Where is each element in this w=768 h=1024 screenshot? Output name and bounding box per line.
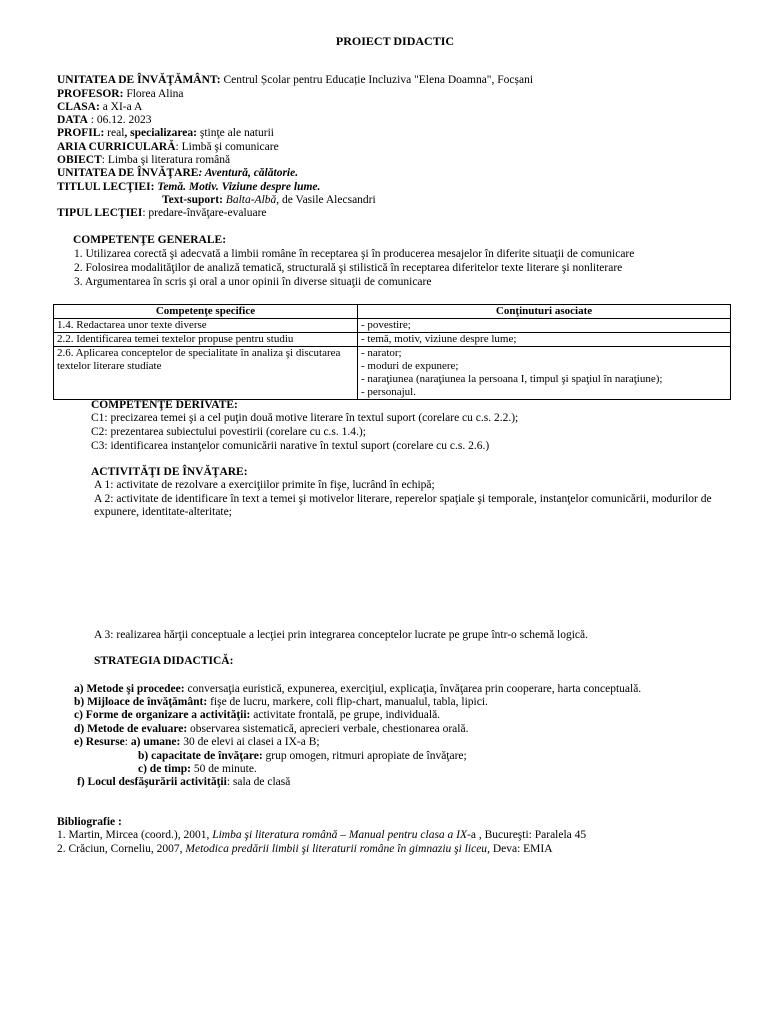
evaluare-value: observarea sistematică, aprecieri verbale, chestionarea orală. (187, 723, 469, 735)
data-value: : 06.12. 2023 (90, 114, 152, 126)
specializarea-label: , specializarea: (124, 127, 197, 139)
bib2-title: Metodica predării limbii şi literaturii române în gimnaziu şi liceu (185, 843, 488, 855)
aria-label: ARIA CURRICULARĂ (57, 141, 176, 153)
profil-label: PROFIL: (57, 127, 105, 139)
obiect-value: : Limba şi literatura română (101, 154, 231, 166)
resurse-umane-value: 30 de elevi ai clasei a IX-a B; (180, 736, 320, 748)
locul-label: f) Locul desfăşurării activităţii (77, 776, 227, 788)
header-titlul (57, 181, 320, 194)
resurse-umane-label: a) umane: (130, 736, 181, 748)
header-obiect (57, 154, 230, 167)
titlul-value: Temă. Motiv. Viziune despre lume. (157, 181, 321, 193)
capacitate-value: grup omogen, ritmuri apropiate de învăţare; (262, 750, 467, 762)
profil-value: real (107, 127, 125, 139)
strategia-metode (74, 683, 641, 696)
competenta-derivata-c2: C2: prezentarea subiectului povestirii (corelare cu c.s. 1.4.); (91, 426, 366, 438)
text-suport-label: Text-suport: (162, 194, 223, 206)
bib1-post: -a , Bucureşti: Paralela 45 (467, 829, 587, 841)
timp-value: 50 de minute. (191, 763, 257, 775)
strategia-locul (77, 776, 290, 789)
header-profil (57, 127, 274, 140)
bibliografie-item-1 (57, 829, 586, 842)
bib1-title: Limba şi literatura română – Manual pentru clasa a IX (212, 829, 468, 841)
table-cell-continut (358, 319, 731, 333)
evaluare-label: d) Metode de evaluare: (74, 723, 188, 735)
competente-generale-heading: COMPETENŢE GENERALE: (73, 234, 227, 246)
unit-inv-value: : Aventură, călătorie. (198, 167, 299, 179)
aria-value: : Limbă şi comunicare (175, 141, 279, 153)
table-cell-competenta: 2.2. Identificarea temei textelor propuse pentru studiu (54, 333, 358, 347)
strategia-mijloace (74, 696, 488, 709)
unitatea-value: Centrul Școlar pentru Educație Incluziva "Elena Doamna", Focșani (223, 74, 534, 86)
table-header-competente: Competenţe specifice (54, 305, 358, 319)
bib2-pre: 2. Crăciun, Corneliu, 2007, (57, 843, 186, 855)
header-data (57, 114, 151, 127)
header-unitatea (57, 74, 533, 87)
strategia-forme (74, 709, 440, 722)
activitati-heading: ACTIVITĂŢI DE ÎNVĂŢARE: (91, 466, 248, 478)
competenta-generala-3: 3. Argumentarea în scris şi oral a unor opinii în diverse situaţii de comunicare (74, 276, 432, 288)
table-row (54, 333, 731, 347)
titlul-label: TITLUL LECŢIEI: (57, 181, 155, 193)
metode-value: conversaţia euristică, expunerea, exerciţiul, explicaţia, învăţarea prin cooperare, harta conceptuală. (184, 683, 642, 695)
activitate-a3: A 3: realizarea hărţii conceptuale a lecţiei prin integrarea conceptelor lucrate pe grupe într-o schemă logică. (94, 629, 589, 641)
bibliografie-heading: Bibliografie : (57, 816, 122, 828)
tipul-label: TIPUL LECŢIEI (57, 207, 143, 219)
table-header-continuturi: Conţinuturi asociate (358, 305, 731, 319)
resurse-label: e) Resurse (74, 736, 125, 748)
clasa-label: CLASA: (57, 101, 100, 113)
activitate-a2: A 2: activitate de identificare în text a temei şi motivelor literare, reperelor spaţiale şi temporale, instanţelor comunicării, modurilor de expunere, identitate-alteritate; (94, 493, 712, 519)
strategia-resurse-capacitate (138, 750, 467, 763)
competenta-derivata-c1: C1: precizarea temei şi a cel puţin două motive literare în textul suport (corelare cu c.s. 2.2.); (91, 412, 519, 424)
mijloace-value: fişe de lucru, markere, coli flip-chart, manualul, tabla, lipici. (207, 696, 488, 708)
bibliografie-item-2 (57, 843, 553, 856)
header-clasa (57, 101, 142, 114)
profesor-label: PROFESOR: (57, 88, 124, 100)
competente-derivate-heading: COMPETENŢE DERIVATE: (91, 399, 238, 411)
mijloace-label: b) Mijloace de învăţământ: (74, 696, 208, 708)
continut-line: - moduri de expunere; (361, 360, 459, 372)
strategia-heading: STRATEGIA DIDACTICĂ: (94, 655, 234, 667)
competente-table (53, 304, 731, 400)
strategia-resurse-timp (138, 763, 257, 776)
table-row (54, 347, 731, 400)
unit-inv-label: UNITATEA DE ÎNVĂŢARE (57, 167, 199, 179)
bib1-pre: 1. Martin, Mircea (coord.), 2001, (57, 829, 213, 841)
continut-line: - narator; (361, 347, 402, 359)
table-header-row (54, 305, 731, 319)
continut-line: - naraţiunea (naraţiunea la persoana I, timpul şi spaţiul în naraţiune); (361, 373, 663, 385)
table-row (54, 319, 731, 333)
forme-label: c) Forme de organizare a activităţii: (74, 709, 251, 721)
capacitate-label: b) capacitate de învăţare: (138, 750, 263, 762)
bib2-post: , Deva: EMIA (487, 843, 553, 855)
data-label: DATA (57, 114, 88, 126)
table-cell-competenta: 1.4. Redactarea unor texte diverse (54, 319, 358, 333)
strategia-resurse (74, 736, 320, 749)
competenta-generala-1: 1. Utilizarea corectă şi adecvată a limbii române în receptarea şi în producerea mesajelor în diferite situaţii de comunicare (74, 248, 635, 260)
continut-line: - personajul. (361, 386, 416, 398)
text-suport-author: , de Vasile Alecsandri (276, 194, 376, 206)
header-profesor (57, 88, 184, 101)
competenta-generala-2: 2. Folosirea modalităţilor de analiză tematică, structurală şi stilistică în receptarea diferitelor texte literare şi nonliterare (74, 262, 623, 274)
document-title: PROIECT DIDACTIC (335, 34, 455, 48)
continut-line: - povestire; (361, 319, 411, 331)
continut-line: - temă, motiv, viziune despre lume; (361, 333, 517, 345)
table-cell-continut (358, 333, 731, 347)
profesor-value: Florea Alina (126, 88, 184, 100)
forme-value: activitate frontală, pe grupe, individuală. (250, 709, 441, 721)
table-cell-competenta: 2.6. Aplicarea conceptelor de specialitate în analiza şi discutarea textelor literare studiate (54, 347, 358, 400)
strategia-evaluare (74, 723, 468, 736)
header-unitatea-invatare (57, 167, 298, 180)
clasa-value: a XI-a A (102, 101, 143, 113)
competenta-derivata-c3: C3: identificarea instanţelor comunicării narative în textul suport (corelare cu c.s. 2.6.) (91, 440, 490, 452)
unitatea-label: UNITATEA DE ÎNVĂŢĂMÂNT: (57, 74, 221, 86)
activitate-a1: A 1: activitate de rezolvare a exerciţiilor primite în fişe, lucrând în echipă; (94, 479, 435, 491)
header-aria (57, 141, 279, 154)
resurse-colon: : (124, 736, 131, 748)
text-suport-work: Balta-Albă (225, 194, 277, 206)
table-cell-continut (358, 347, 731, 400)
header-tipul (57, 207, 267, 220)
header-text-suport (162, 194, 376, 207)
specializarea-value: ştinţe ale naturii (199, 127, 274, 139)
timp-label: c) de timp: (138, 763, 192, 775)
locul-value: : sala de clasă (226, 776, 291, 788)
tipul-value: : predare-învăţare-evaluare (142, 207, 267, 219)
metode-label: a) Metode şi procedee: (74, 683, 185, 695)
obiect-label: OBIECT (57, 154, 102, 166)
